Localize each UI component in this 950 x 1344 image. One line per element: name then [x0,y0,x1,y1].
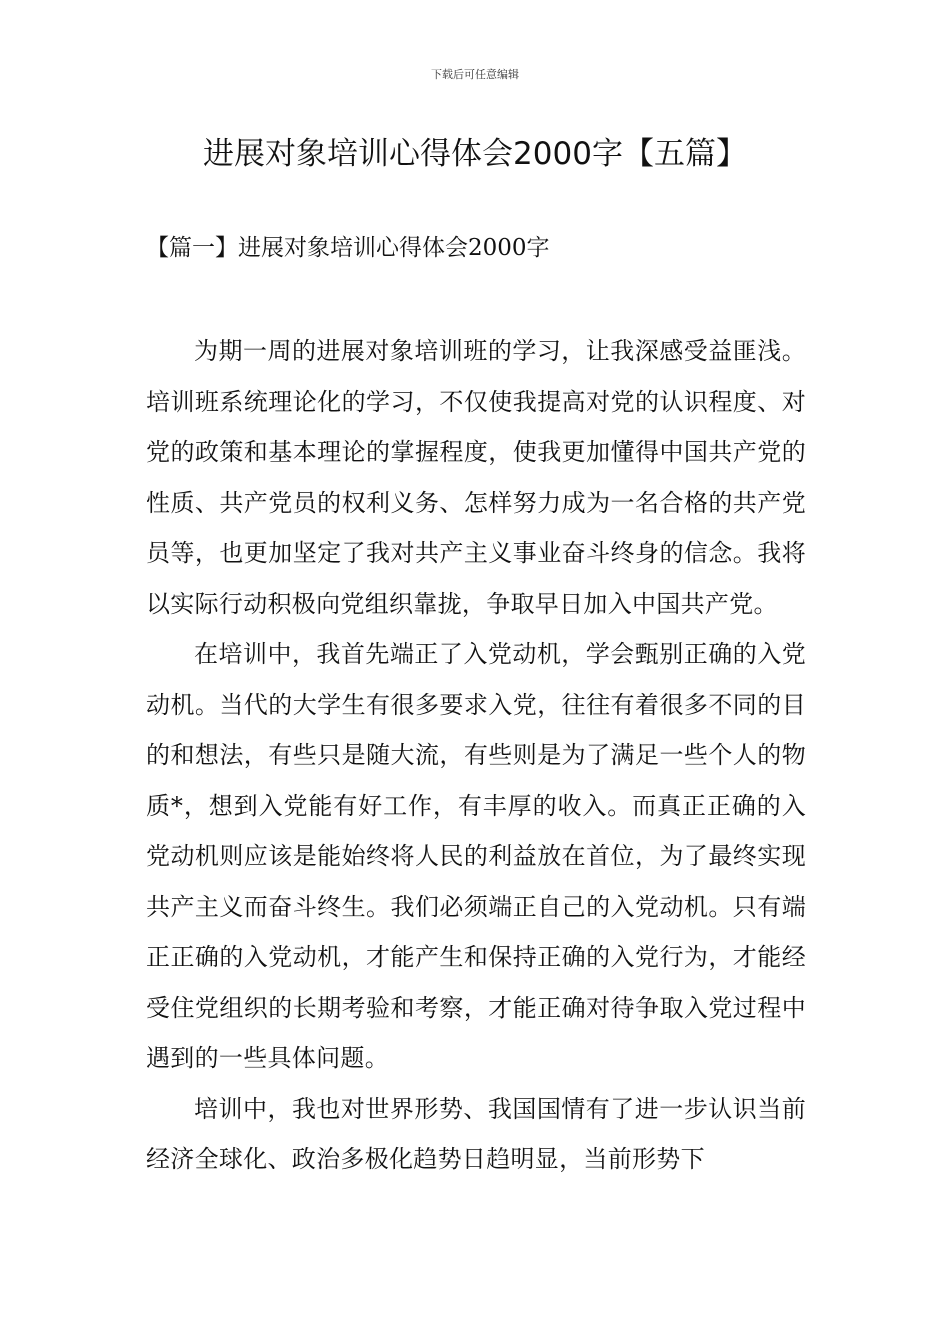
header-note: 下载后可任意编辑 [431,68,519,81]
paragraph-3: 培训中，我也对世界形势、我国国情有了进一步认识当前经济全球化、政治多极化趋势日趋明显，当前形势下 [146,1094,806,1173]
document-body [146,326,806,1185]
paragraph-2: 在培训中，我首先端正了入党动机，学会甄别正确的入党动机。当代的大学生有很多要求入党，往往有着很多不同的目的和想法，有些只是随大流，有些则是为了满足一些个人的物质*，想到入党能有好工作，有丰厚的收入。而真正正确的入党动机则应该是能始终将人民的利益放在首位，为了最终实现共产主义而奋斗终生。我们必须端正自己的入党动机。只有端正正确的入党动机，才能产生和保持正确的入党行为，才能经受住党组织的长期考验和考察，才能正确对待争取入党过程中遇到的一些具体问题。 [146,640,806,1072]
section-heading: 【篇一】进展对象培训心得体会2000字 [146,235,550,261]
document-title: 进展对象培训心得体会2000字【五篇】 [203,136,747,172]
paragraph-1: 为期一周的进展对象培训班的学习，让我深感受益匪浅。培训班系统理论化的学习，不仅使我提高对党的认识程度、对党的政策和基本理论的掌握程度，使我更加懂得中国共产党的性质、共产党员的权利义务、怎样努力成为一名合格的共产党员等，也更加坚定了我对共产主义事业奋斗终身的信念。我将以实际行动积极向党组织靠拢，争取早日加入中国共产党。 [146,337,806,618]
